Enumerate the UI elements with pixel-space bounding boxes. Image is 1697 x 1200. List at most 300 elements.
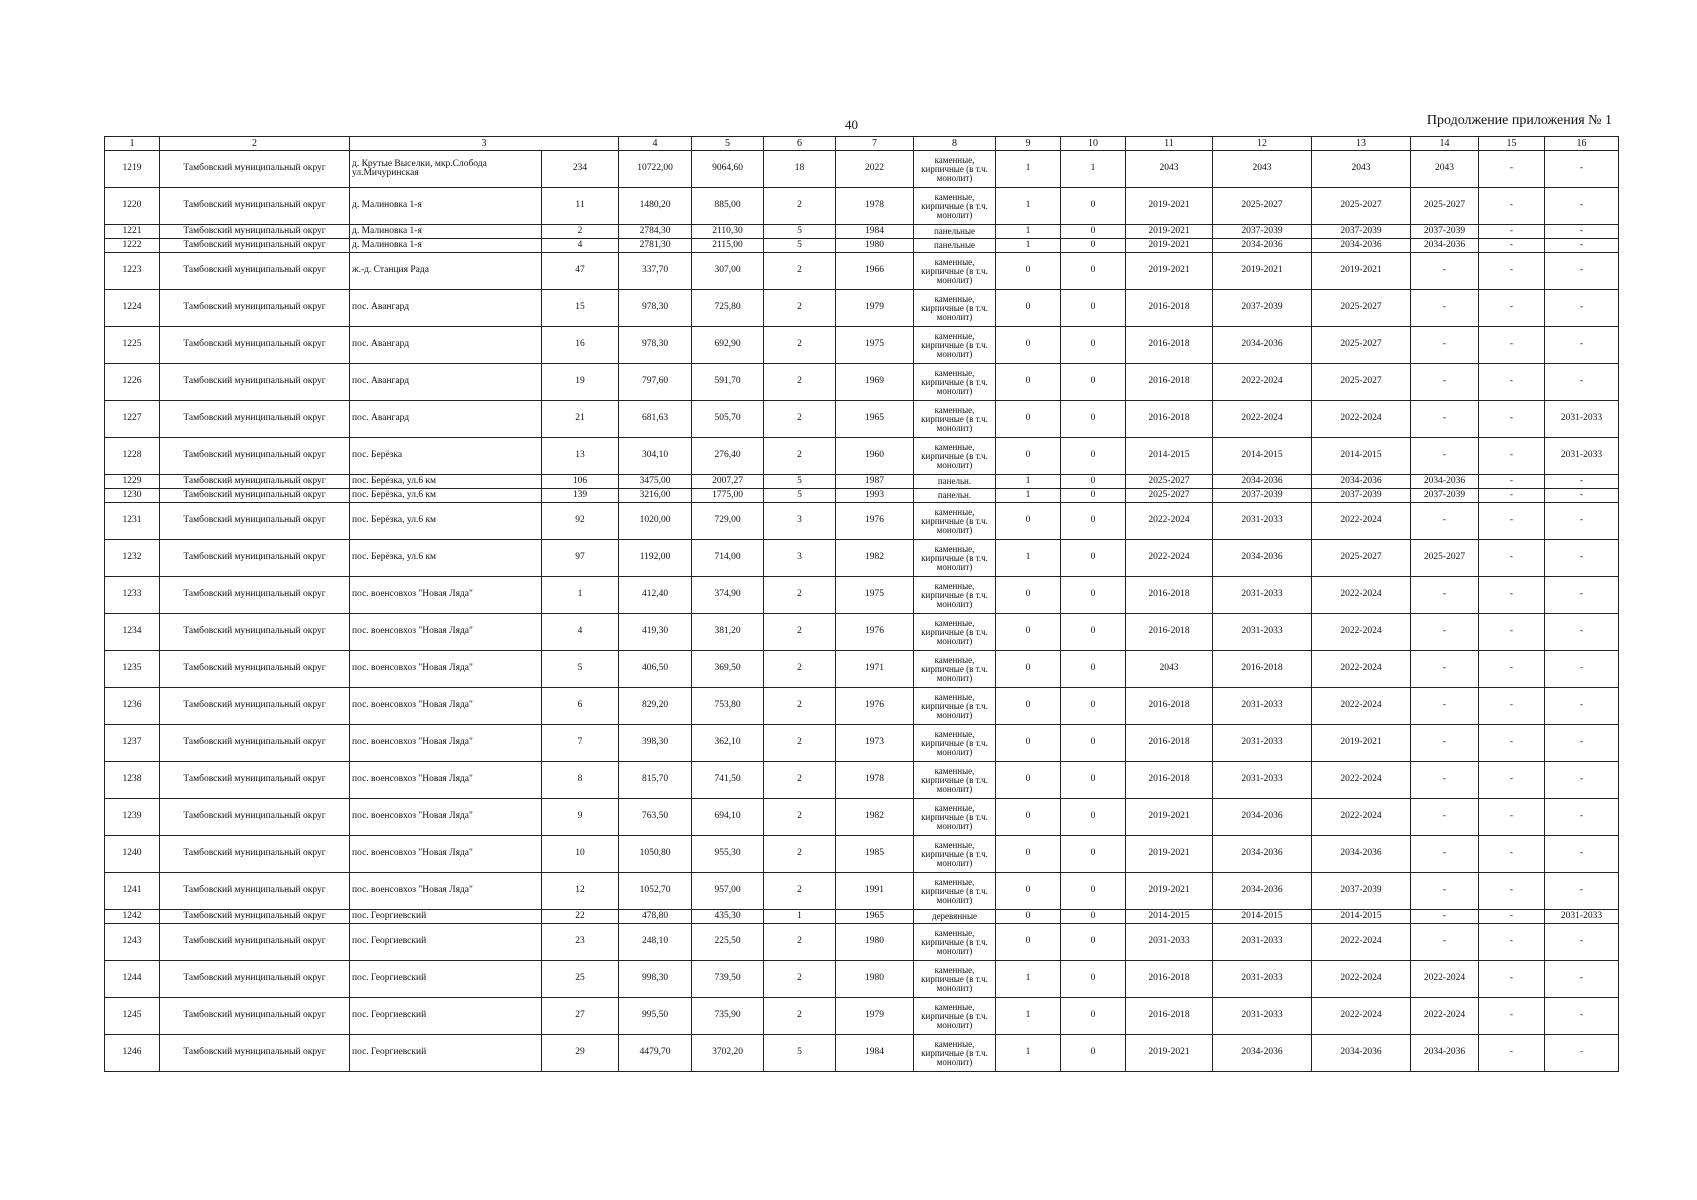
total-area: 398,30: [619, 725, 692, 762]
col-10: 0: [1061, 614, 1126, 651]
table-row: [105, 401, 1619, 438]
col-10: 0: [1061, 188, 1126, 225]
municipality: Тамбовский муниципальный округ: [160, 836, 350, 873]
table-row: [105, 151, 1619, 188]
total-area: 763,50: [619, 799, 692, 836]
col-16: -: [1545, 998, 1619, 1035]
column-number-3: 3: [350, 137, 619, 151]
col-15: -: [1479, 151, 1545, 188]
municipality: Тамбовский муниципальный округ: [160, 961, 350, 998]
col-10: 0: [1061, 998, 1126, 1035]
col-11: 2016-2018: [1126, 577, 1213, 614]
col-12: 2019-2021: [1213, 253, 1312, 290]
total-area: 797,60: [619, 364, 692, 401]
table-row: [105, 475, 1619, 489]
col-11: 2022-2024: [1126, 503, 1213, 540]
living-area: 741,50: [692, 762, 764, 799]
col-12: 2031-2033: [1213, 577, 1312, 614]
living-area: 276,40: [692, 438, 764, 475]
col-15: -: [1479, 725, 1545, 762]
col-16: -: [1545, 364, 1619, 401]
row-number: 1220: [105, 188, 160, 225]
col-11: 2016-2018: [1126, 998, 1213, 1035]
build-year: 1960: [836, 438, 914, 475]
municipality: Тамбовский муниципальный округ: [160, 873, 350, 910]
col-13: 2025-2027: [1312, 290, 1411, 327]
col-13: 2037-2039: [1312, 225, 1411, 239]
col-11: 2016-2018: [1126, 725, 1213, 762]
living-area: 957,00: [692, 873, 764, 910]
col-14: -: [1411, 438, 1479, 475]
municipality: Тамбовский муниципальный округ: [160, 401, 350, 438]
wall-material: каменные, кирпичные (в т.ч. монолит): [914, 290, 996, 327]
col-14: 2022-2024: [1411, 961, 1479, 998]
col-13: 2022-2024: [1312, 924, 1411, 961]
build-year: 1980: [836, 924, 914, 961]
row-number: 1233: [105, 577, 160, 614]
table-row: [105, 438, 1619, 475]
col-15: -: [1479, 225, 1545, 239]
col-9: 0: [996, 688, 1061, 725]
col-9: 1: [996, 188, 1061, 225]
col-10: 0: [1061, 836, 1126, 873]
col-9: 0: [996, 253, 1061, 290]
col-15: -: [1479, 910, 1545, 924]
row-number: 1241: [105, 873, 160, 910]
total-area: 3475,00: [619, 475, 692, 489]
settlement-address: д. Крутые Выселки, мкр.Слобода ул.Мичуринская: [350, 151, 542, 188]
col-12: 2022-2024: [1213, 401, 1312, 438]
house-number: 25: [542, 961, 619, 998]
col-14: -: [1411, 799, 1479, 836]
col-10: 0: [1061, 873, 1126, 910]
wall-material: каменные, кирпичные (в т.ч. монолит): [914, 188, 996, 225]
total-area: 1480,20: [619, 188, 692, 225]
build-year: 1980: [836, 239, 914, 253]
floors: 5: [764, 489, 836, 503]
build-year: 1979: [836, 998, 914, 1035]
living-area: 1775,00: [692, 489, 764, 503]
floors: 2: [764, 253, 836, 290]
wall-material: каменные, кирпичные (в т.ч. монолит): [914, 688, 996, 725]
col-16: -: [1545, 225, 1619, 239]
col-10: 0: [1061, 688, 1126, 725]
living-area: 369,50: [692, 651, 764, 688]
col-14: -: [1411, 651, 1479, 688]
house-number: 29: [542, 1035, 619, 1072]
build-year: 1984: [836, 225, 914, 239]
wall-material: каменные, кирпичные (в т.ч. монолит): [914, 364, 996, 401]
total-area: 998,30: [619, 961, 692, 998]
settlement-address: пос. Авангард: [350, 401, 542, 438]
house-number: 234: [542, 151, 619, 188]
wall-material: каменные, кирпичные (в т.ч. монолит): [914, 799, 996, 836]
col-10: 0: [1061, 475, 1126, 489]
col-16: -: [1545, 503, 1619, 540]
wall-material: каменные, кирпичные (в т.ч. монолит): [914, 1035, 996, 1072]
table-row: [105, 503, 1619, 540]
table-row: [105, 253, 1619, 290]
col-15: -: [1479, 290, 1545, 327]
col-14: -: [1411, 762, 1479, 799]
col-14: 2037-2039: [1411, 225, 1479, 239]
col-9: 0: [996, 725, 1061, 762]
col-11: 2019-2021: [1126, 253, 1213, 290]
wall-material: каменные, кирпичные (в т.ч. монолит): [914, 253, 996, 290]
total-area: 681,63: [619, 401, 692, 438]
col-14: -: [1411, 290, 1479, 327]
wall-material: каменные, кирпичные (в т.ч. монолит): [914, 151, 996, 188]
living-area: 735,90: [692, 998, 764, 1035]
floors: 2: [764, 327, 836, 364]
floors: 2: [764, 725, 836, 762]
col-9: 1: [996, 540, 1061, 577]
house-number: 21: [542, 401, 619, 438]
col-14: -: [1411, 253, 1479, 290]
living-area: 753,80: [692, 688, 764, 725]
total-area: 248,10: [619, 924, 692, 961]
table-row: [105, 799, 1619, 836]
col-15: -: [1479, 1035, 1545, 1072]
col-13: 2034-2036: [1312, 1035, 1411, 1072]
col-9: 0: [996, 290, 1061, 327]
settlement-address: пос. Георгиевский: [350, 924, 542, 961]
floors: 2: [764, 961, 836, 998]
settlement-address: пос. Авангард: [350, 290, 542, 327]
row-number: 1236: [105, 688, 160, 725]
col-10: 0: [1061, 910, 1126, 924]
wall-material: каменные, кирпичные (в т.ч. монолит): [914, 924, 996, 961]
municipality: Тамбовский муниципальный округ: [160, 614, 350, 651]
col-13: 2037-2039: [1312, 489, 1411, 503]
column-number-12: 12: [1213, 137, 1312, 151]
col-10: 0: [1061, 799, 1126, 836]
col-13: 2037-2039: [1312, 873, 1411, 910]
settlement-address: пос. Берёзка, ул.6 км: [350, 475, 542, 489]
col-12: 2031-2033: [1213, 998, 1312, 1035]
col-15: -: [1479, 651, 1545, 688]
col-10: 0: [1061, 961, 1126, 998]
floors: 2: [764, 188, 836, 225]
col-14: 2037-2039: [1411, 489, 1479, 503]
col-16: -: [1545, 290, 1619, 327]
col-11: 2031-2033: [1126, 924, 1213, 961]
table-row: [105, 873, 1619, 910]
col-13: 2034-2036: [1312, 475, 1411, 489]
col-10: 0: [1061, 651, 1126, 688]
col-16: -: [1545, 688, 1619, 725]
row-number: 1228: [105, 438, 160, 475]
build-year: 1965: [836, 910, 914, 924]
col-11: 2019-2021: [1126, 225, 1213, 239]
wall-material: каменные, кирпичные (в т.ч. монолит): [914, 998, 996, 1035]
build-year: 1979: [836, 290, 914, 327]
row-number: 1234: [105, 614, 160, 651]
col-13: 2034-2036: [1312, 836, 1411, 873]
col-13: 2025-2027: [1312, 540, 1411, 577]
table-row: [105, 961, 1619, 998]
living-area: 2110,30: [692, 225, 764, 239]
column-number-13: 13: [1312, 137, 1411, 151]
build-year: 1969: [836, 364, 914, 401]
build-year: 1980: [836, 961, 914, 998]
col-11: 2016-2018: [1126, 688, 1213, 725]
build-year: 2022: [836, 151, 914, 188]
living-area: 362,10: [692, 725, 764, 762]
col-15: -: [1479, 489, 1545, 503]
column-number-row: [105, 137, 1619, 151]
municipality: Тамбовский муниципальный округ: [160, 540, 350, 577]
col-9: 0: [996, 799, 1061, 836]
floors: 2: [764, 364, 836, 401]
col-14: -: [1411, 401, 1479, 438]
floors: 2: [764, 290, 836, 327]
table-body: [105, 151, 1619, 1072]
col-15: -: [1479, 873, 1545, 910]
col-12: 2025-2027: [1213, 188, 1312, 225]
living-area: 955,30: [692, 836, 764, 873]
living-area: 505,70: [692, 401, 764, 438]
col-15: -: [1479, 577, 1545, 614]
total-area: 478,80: [619, 910, 692, 924]
col-11: 2025-2027: [1126, 475, 1213, 489]
column-number-11: 11: [1126, 137, 1213, 151]
col-15: -: [1479, 540, 1545, 577]
col-12: 2022-2024: [1213, 364, 1312, 401]
col-9: 1: [996, 475, 1061, 489]
total-area: 337,70: [619, 253, 692, 290]
municipality: Тамбовский муниципальный округ: [160, 762, 350, 799]
col-15: -: [1479, 799, 1545, 836]
col-13: 2022-2024: [1312, 998, 1411, 1035]
living-area: 2115,00: [692, 239, 764, 253]
col-16: 2031-2033: [1545, 910, 1619, 924]
floors: 2: [764, 836, 836, 873]
municipality: Тамбовский муниципальный округ: [160, 651, 350, 688]
col-14: 2043: [1411, 151, 1479, 188]
col-12: 2034-2036: [1213, 540, 1312, 577]
col-13: 2014-2015: [1312, 910, 1411, 924]
total-area: 978,30: [619, 327, 692, 364]
col-10: 0: [1061, 438, 1126, 475]
row-number: 1224: [105, 290, 160, 327]
municipality: Тамбовский муниципальный округ: [160, 475, 350, 489]
col-14: -: [1411, 688, 1479, 725]
row-number: 1227: [105, 401, 160, 438]
col-9: 0: [996, 910, 1061, 924]
build-year: 1984: [836, 1035, 914, 1072]
settlement-address: пос. Георгиевский: [350, 910, 542, 924]
col-12: 2031-2033: [1213, 924, 1312, 961]
col-12: 2034-2036: [1213, 873, 1312, 910]
living-area: 307,00: [692, 253, 764, 290]
row-number: 1221: [105, 225, 160, 239]
col-13: 2034-2036: [1312, 239, 1411, 253]
col-10: 0: [1061, 489, 1126, 503]
col-13: 2022-2024: [1312, 762, 1411, 799]
municipality: Тамбовский муниципальный округ: [160, 188, 350, 225]
house-number: 4: [542, 614, 619, 651]
house-number: 47: [542, 253, 619, 290]
col-15: -: [1479, 614, 1545, 651]
col-15: -: [1479, 836, 1545, 873]
col-11: 2043: [1126, 651, 1213, 688]
col-16: -: [1545, 151, 1619, 188]
row-number: 1230: [105, 489, 160, 503]
col-13: 2022-2024: [1312, 577, 1411, 614]
floors: 2: [764, 651, 836, 688]
row-number: 1223: [105, 253, 160, 290]
settlement-address: пос. военсовхоз "Новая Ляда": [350, 873, 542, 910]
wall-material: каменные, кирпичные (в т.ч. монолит): [914, 401, 996, 438]
build-year: 1985: [836, 836, 914, 873]
living-area: 692,90: [692, 327, 764, 364]
col-13: 2025-2027: [1312, 364, 1411, 401]
col-13: 2019-2021: [1312, 725, 1411, 762]
col-9: 0: [996, 614, 1061, 651]
house-number: 4: [542, 239, 619, 253]
col-11: 2025-2027: [1126, 489, 1213, 503]
settlement-address: ж.-д. Станция Рада: [350, 253, 542, 290]
col-12: 2043: [1213, 151, 1312, 188]
col-9: 1: [996, 151, 1061, 188]
col-16: -: [1545, 475, 1619, 489]
total-area: 4479,70: [619, 1035, 692, 1072]
wall-material: каменные, кирпичные (в т.ч. монолит): [914, 438, 996, 475]
wall-material: каменные, кирпичные (в т.ч. монолит): [914, 836, 996, 873]
col-13: 2043: [1312, 151, 1411, 188]
house-number: 2: [542, 225, 619, 239]
col-12: 2034-2036: [1213, 475, 1312, 489]
house-number: 23: [542, 924, 619, 961]
col-12: 2034-2036: [1213, 239, 1312, 253]
col-16: -: [1545, 489, 1619, 503]
settlement-address: пос. военсовхоз "Новая Ляда": [350, 836, 542, 873]
wall-material: каменные, кирпичные (в т.ч. монолит): [914, 327, 996, 364]
col-12: 2031-2033: [1213, 725, 1312, 762]
row-number: 1237: [105, 725, 160, 762]
col-11: 2022-2024: [1126, 540, 1213, 577]
table-row: [105, 225, 1619, 239]
house-number: 10: [542, 836, 619, 873]
municipality: Тамбовский муниципальный округ: [160, 725, 350, 762]
floors: 2: [764, 799, 836, 836]
house-number: 5: [542, 651, 619, 688]
col-10: 0: [1061, 540, 1126, 577]
floors: 1: [764, 910, 836, 924]
total-area: 829,20: [619, 688, 692, 725]
total-area: 1020,00: [619, 503, 692, 540]
col-13: 2022-2024: [1312, 401, 1411, 438]
living-area: 435,30: [692, 910, 764, 924]
table-row: [105, 910, 1619, 924]
table-row: [105, 1035, 1619, 1072]
col-13: 2022-2024: [1312, 503, 1411, 540]
living-area: 729,00: [692, 503, 764, 540]
total-area: 2784,30: [619, 225, 692, 239]
table-row: [105, 188, 1619, 225]
col-11: 2016-2018: [1126, 327, 1213, 364]
living-area: 591,70: [692, 364, 764, 401]
col-13: 2022-2024: [1312, 614, 1411, 651]
wall-material: каменные, кирпичные (в т.ч. монолит): [914, 614, 996, 651]
wall-material: панельн.: [914, 475, 996, 489]
municipality: Тамбовский муниципальный округ: [160, 688, 350, 725]
house-number: 8: [542, 762, 619, 799]
col-12: 2031-2033: [1213, 762, 1312, 799]
col-16: -: [1545, 961, 1619, 998]
build-year: 1975: [836, 327, 914, 364]
wall-material: каменные, кирпичные (в т.ч. монолит): [914, 651, 996, 688]
total-area: 1052,70: [619, 873, 692, 910]
house-number: 13: [542, 438, 619, 475]
col-11: 2016-2018: [1126, 614, 1213, 651]
col-14: -: [1411, 614, 1479, 651]
col-15: -: [1479, 475, 1545, 489]
page-number: 40: [845, 117, 858, 132]
col-12: 2014-2015: [1213, 910, 1312, 924]
build-year: 1987: [836, 475, 914, 489]
column-number-1: 1: [105, 137, 160, 151]
col-15: -: [1479, 998, 1545, 1035]
municipality: Тамбовский муниципальный округ: [160, 924, 350, 961]
floors: 18: [764, 151, 836, 188]
col-9: 0: [996, 873, 1061, 910]
living-area: 9064,60: [692, 151, 764, 188]
col-10: 0: [1061, 762, 1126, 799]
col-13: 2014-2015: [1312, 438, 1411, 475]
col-14: -: [1411, 836, 1479, 873]
settlement-address: пос. военсовхоз "Новая Ляда": [350, 577, 542, 614]
municipality: Тамбовский муниципальный округ: [160, 327, 350, 364]
house-number: 9: [542, 799, 619, 836]
col-9: 0: [996, 836, 1061, 873]
col-12: 2031-2033: [1213, 688, 1312, 725]
col-12: 2031-2033: [1213, 961, 1312, 998]
build-year: 1971: [836, 651, 914, 688]
house-number: 11: [542, 188, 619, 225]
col-9: 1: [996, 998, 1061, 1035]
wall-material: каменные, кирпичные (в т.ч. монолит): [914, 725, 996, 762]
row-number: 1239: [105, 799, 160, 836]
settlement-address: пос. военсовхоз "Новая Ляда": [350, 688, 542, 725]
col-12: 2031-2033: [1213, 503, 1312, 540]
wall-material: каменные, кирпичные (в т.ч. монолит): [914, 503, 996, 540]
col-9: 1: [996, 489, 1061, 503]
table-row: [105, 290, 1619, 327]
floors: 2: [764, 401, 836, 438]
col-16: -: [1545, 651, 1619, 688]
living-area: 725,80: [692, 290, 764, 327]
row-number: 1229: [105, 475, 160, 489]
wall-material: панельные: [914, 239, 996, 253]
total-area: 304,10: [619, 438, 692, 475]
table-row: [105, 998, 1619, 1035]
col-16: -: [1545, 924, 1619, 961]
municipality: Тамбовский муниципальный округ: [160, 151, 350, 188]
col-13: 2019-2021: [1312, 253, 1411, 290]
col-11: 2019-2021: [1126, 873, 1213, 910]
col-11: 2014-2015: [1126, 438, 1213, 475]
build-year: 1991: [836, 873, 914, 910]
settlement-address: пос. Берёзка, ул.6 км: [350, 489, 542, 503]
settlement-address: пос. военсовхоз "Новая Ляда": [350, 651, 542, 688]
col-12: 2037-2039: [1213, 489, 1312, 503]
col-16: -: [1545, 1035, 1619, 1072]
row-number: 1231: [105, 503, 160, 540]
col-9: 0: [996, 327, 1061, 364]
col-14: -: [1411, 725, 1479, 762]
